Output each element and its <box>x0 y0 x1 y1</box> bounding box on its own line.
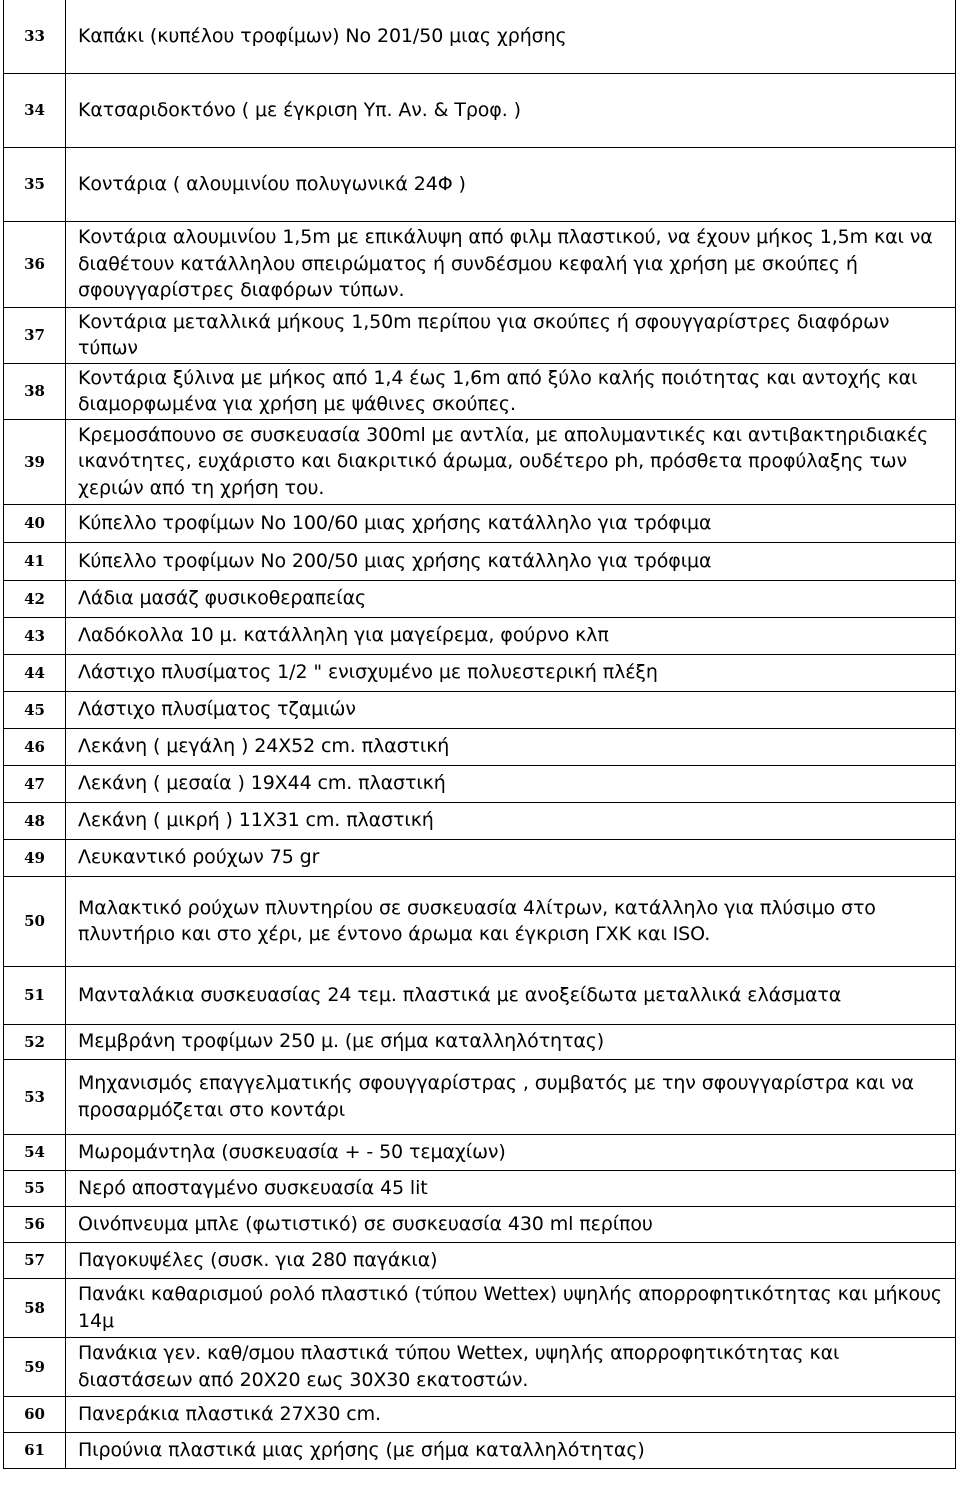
items-table <box>3 0 956 1469</box>
item-description: Μηχανισμός επαγγελματικής σφουγγαρίστρας , συμβατός με την σφουγγαρίστρα και να προσαρμόζεται στο κοντάρι <box>66 1059 956 1134</box>
row-number: 49 <box>4 839 66 876</box>
table-row <box>4 542 956 580</box>
row-number: 37 <box>4 307 66 363</box>
table-row <box>4 654 956 691</box>
row-number: 50 <box>4 876 66 966</box>
row-number: 41 <box>4 542 66 580</box>
table-row <box>4 221 956 307</box>
item-description: Πανεράκια πλαστικά 27Χ30 cm. <box>66 1396 956 1432</box>
item-description: Κοντάρια ξύλινα με μήκος από 1,4 έως 1,6m από ξύλο καλής ποιότητας και αντοχής και διαμορφωμένα για χρήση με ψάθινες σκούπες. <box>66 363 956 419</box>
table-row <box>4 1024 956 1059</box>
item-description: Παγοκυψέλες (συσκ. για 280 παγάκια) <box>66 1242 956 1278</box>
table-row <box>4 1134 956 1170</box>
item-description: Μαλακτικό ρούχων πλυντηρίου σε συσκευασία 4λίτρων, κατάλληλο για πλύσιμο στο πλυντήριο και στο χέρι, με έντονο άρωμα και έγκριση ΓΧΚ και ISO. <box>66 876 956 966</box>
item-description: Κοντάρια μεταλλικά μήκους 1,50m περίπου για σκούπες ή σφουγγαρίστρες διαφόρων τύπων <box>66 307 956 363</box>
item-description: Οινόπνευμα μπλε (φωτιστικό) σε συσκευασία 430 ml περίπου <box>66 1206 956 1242</box>
row-number: 52 <box>4 1024 66 1059</box>
table-row <box>4 307 956 363</box>
row-number: 58 <box>4 1278 66 1337</box>
row-number: 39 <box>4 419 66 504</box>
table-row <box>4 1206 956 1242</box>
table-row <box>4 504 956 542</box>
item-description: Λάδια μασάζ φυσικοθεραπείας <box>66 580 956 617</box>
item-description: Κύπελλο τροφίμων Νο 200/50 μιας χρήσης κατάλληλο για τρόφιμα <box>66 542 956 580</box>
row-number: 60 <box>4 1396 66 1432</box>
item-description: Λαδόκολλα 10 μ. κατάλληλη για μαγείρεμα, φούρνο κλπ <box>66 617 956 654</box>
item-description: Καπάκι (κυπέλου τροφίμων) Νο 201/50 μιας χρήσης <box>66 0 956 73</box>
row-number: 56 <box>4 1206 66 1242</box>
table-row <box>4 1396 956 1432</box>
row-number: 42 <box>4 580 66 617</box>
item-description: Πανάκια γεν. καθ/σμου πλαστικά τύπου Wettex, υψηλής απορροφητικότητας και διαστάσεων από 20Χ20 εως 30Χ30 εκατοστών. <box>66 1337 956 1396</box>
table-row <box>4 147 956 221</box>
row-number: 38 <box>4 363 66 419</box>
table-row <box>4 1337 956 1396</box>
row-number: 46 <box>4 728 66 765</box>
row-number: 34 <box>4 73 66 147</box>
item-description: Μεμβράνη τροφίμων 250 μ. (με σήμα καταλληλότητας) <box>66 1024 956 1059</box>
item-description: Κρεμοσάπουνο σε συσκευασία 300ml με αντλία, με απολυμαντικές και αντιβακτηριδιακές ικανότητες, ευχάριστο και διακριτικό άρωμα, ουδέτερο ph, πρόσθετα προφύλαξης των χεριών από τη χρήση του. <box>66 419 956 504</box>
row-number: 36 <box>4 221 66 307</box>
row-number: 51 <box>4 966 66 1024</box>
item-description: Μωρομάντηλα (συσκευασία + - 50 τεμαχίων) <box>66 1134 956 1170</box>
item-description: Πανάκι καθαρισμού ρολό πλαστικό (τύπου Wettex) υψηλής απορροφητικότητας και μήκους 14μ <box>66 1278 956 1337</box>
row-number: 43 <box>4 617 66 654</box>
item-description: Κοντάρια ( αλουμινίου πολυγωνικά 24Φ ) <box>66 147 956 221</box>
row-number: 54 <box>4 1134 66 1170</box>
row-number: 57 <box>4 1242 66 1278</box>
item-description: Κατσαριδοκτόνο ( με έγκριση Υπ. Αν. & Τροφ. ) <box>66 73 956 147</box>
table-row <box>4 419 956 504</box>
table-row <box>4 73 956 147</box>
table-row <box>4 839 956 876</box>
table-row <box>4 691 956 728</box>
row-number: 33 <box>4 0 66 73</box>
table-row <box>4 363 956 419</box>
table-row <box>4 1059 956 1134</box>
row-number: 35 <box>4 147 66 221</box>
row-number: 61 <box>4 1432 66 1468</box>
item-description: Λεκάνη ( μεσαία ) 19Χ44 cm. πλαστική <box>66 765 956 802</box>
item-description: Λευκαντικό ρούχων 75 gr <box>66 839 956 876</box>
row-number: 53 <box>4 1059 66 1134</box>
item-description: Λάστιχο πλυσίματος 1/2 " ενισχυμένο με πολυεστερική πλέξη <box>66 654 956 691</box>
table-row <box>4 765 956 802</box>
item-description: Λάστιχο πλυσίματος τζαμιών <box>66 691 956 728</box>
table-row <box>4 1170 956 1206</box>
item-description: Λεκάνη ( μικρή ) 11Χ31 cm. πλαστική <box>66 802 956 839</box>
row-number: 44 <box>4 654 66 691</box>
item-description: Κοντάρια αλουμινίου 1,5m με επικάλυψη από φιλμ πλαστικού, να έχουν μήκος 1,5m και να διαθέτουν κατάλληλου σπειρώματος ή συνδέσμου κεφαλή για χρήση με σκούπες ή σφουγγαρίστρες διαφόρων τύπων. <box>66 221 956 307</box>
row-number: 45 <box>4 691 66 728</box>
table-row <box>4 0 956 73</box>
item-description: Λεκάνη ( μεγάλη ) 24Χ52 cm. πλαστική <box>66 728 956 765</box>
table-row <box>4 876 956 966</box>
row-number: 47 <box>4 765 66 802</box>
table-row <box>4 580 956 617</box>
item-description: Νερό αποσταγμένο συσκευασία 45 lit <box>66 1170 956 1206</box>
table-row <box>4 617 956 654</box>
row-number: 40 <box>4 504 66 542</box>
item-description: Κύπελλο τροφίμων Νο 100/60 μιας χρήσης κατάλληλο για τρόφιμα <box>66 504 956 542</box>
table-row <box>4 1278 956 1337</box>
row-number: 59 <box>4 1337 66 1396</box>
row-number: 55 <box>4 1170 66 1206</box>
item-description: Πιρούνια πλαστικά μιας χρήσης (με σήμα καταλληλότητας) <box>66 1432 956 1468</box>
table-row <box>4 966 956 1024</box>
row-number: 48 <box>4 802 66 839</box>
table-row <box>4 802 956 839</box>
table-row <box>4 728 956 765</box>
table-row <box>4 1432 956 1468</box>
table-row <box>4 1242 956 1278</box>
item-description: Μανταλάκια συσκευασίας 24 τεμ. πλαστικά με ανοξείδωτα μεταλλικά ελάσματα <box>66 966 956 1024</box>
